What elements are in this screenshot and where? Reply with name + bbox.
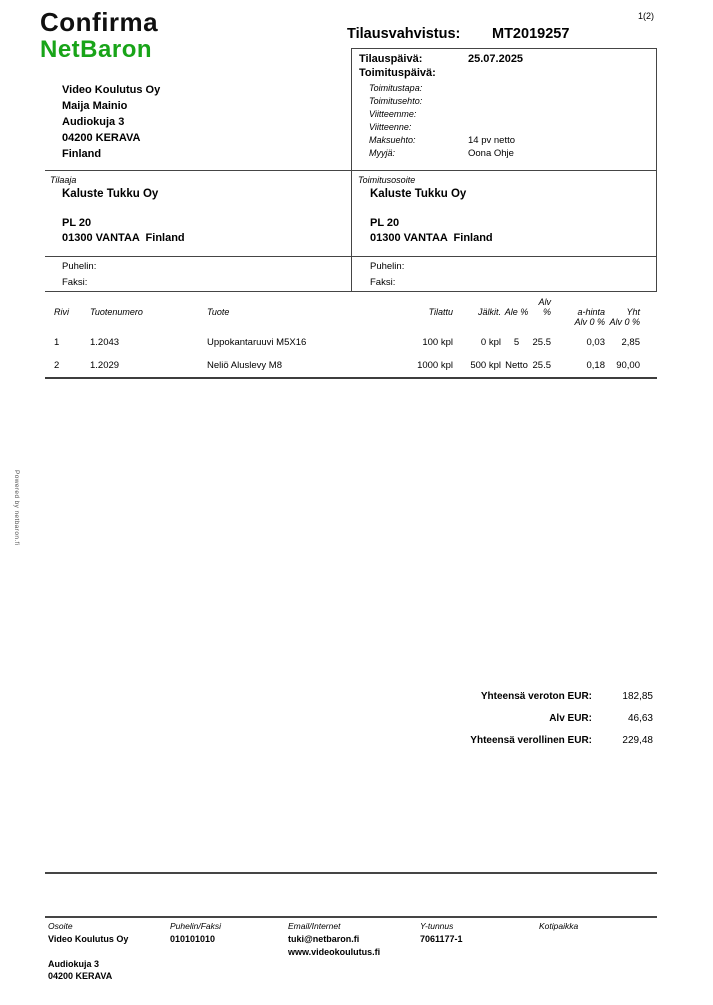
cell-rivi: 2 <box>54 360 60 371</box>
buyer-name: Kaluste Tukku Oy <box>62 188 159 200</box>
delivery-fax-label: Faksi: <box>370 277 396 288</box>
our-reference-label: Viitteemme: <box>369 109 417 119</box>
table-row <box>45 350 657 378</box>
logo-netbaron-text: NetBaron <box>40 36 153 63</box>
sender-address-block <box>62 82 160 162</box>
buyer-address-line2: 01300 VANTAA Finland <box>62 232 185 244</box>
footer-business-id-label: Y-tunnus <box>420 921 454 931</box>
footer-address-city: 04200 KERAVA <box>48 971 113 981</box>
items-table <box>45 292 657 379</box>
cell-jalkit: 500 kpl <box>470 360 501 371</box>
header-a-hinta-alv0: Alv 0 % <box>574 317 605 327</box>
delivery-phone-label: Puhelin: <box>370 261 405 272</box>
divider <box>351 170 352 291</box>
cell-tuote: Neliö Aluslevy M8 <box>207 360 282 371</box>
order-info-box <box>351 48 657 171</box>
total-net-value: 182,85 <box>622 691 653 702</box>
footer-address-street: Audiokuja 3 <box>48 959 100 969</box>
your-reference-label: Viitteenne: <box>369 122 412 132</box>
delivery-date-label: Toimituspäivä: <box>359 67 436 79</box>
payment-terms-label: Maksuehto: <box>369 135 416 145</box>
header-yht-alv0: Alv 0 % <box>609 317 640 327</box>
header-alv: Alv % <box>538 297 551 317</box>
delivery-address-line2: 01300 VANTAA Finland <box>370 232 493 244</box>
document-title: Tilausvahvistus: <box>347 26 461 42</box>
cell-alv: 25.5 <box>532 360 551 371</box>
cell-ale: Netto <box>505 360 528 371</box>
sender-line: 04200 KERAVA <box>62 132 141 144</box>
divider <box>45 872 657 874</box>
buyer-phone-label: Puhelin: <box>62 261 97 272</box>
cell-tilattu: 100 kpl <box>422 337 453 348</box>
payment-terms-value: 14 pv netto <box>468 135 516 146</box>
delivery-address-line1: PL 20 <box>370 217 400 229</box>
cell-a-hinta: 0,18 <box>586 360 605 371</box>
footer-address-label: Osoite <box>48 921 73 931</box>
sender-line: Video Koulutus Oy <box>62 84 161 96</box>
cell-tuote: Uppokantaruuvi M5X16 <box>207 337 307 348</box>
page-number: 1(2) <box>638 11 655 21</box>
footer-phone-label: Puhelin/Faksi <box>170 921 222 931</box>
cell-ale: 5 <box>513 337 520 348</box>
cell-alv: 25.5 <box>532 337 551 348</box>
buyer-section-label: Tilaaja <box>50 175 77 185</box>
header-a-hinta: a-hinta <box>577 307 605 317</box>
header-jalkit: Jälkit. <box>477 307 501 317</box>
footer-phone-value: 010101010 <box>170 934 216 944</box>
delivery-terms-label: Toimitusehto: <box>369 96 423 106</box>
total-gross-value: 229,48 <box>622 735 653 746</box>
cell-jalkit: 0 kpl <box>480 337 501 348</box>
footer-business-id-value: 7061177-1 <box>420 934 463 944</box>
delivery-name: Kaluste Tukku Oy <box>370 188 467 200</box>
table-row <box>45 327 657 350</box>
delivery-section-label: Toimitusosoite <box>358 175 416 185</box>
total-vat-label: Alv EUR: <box>549 713 592 724</box>
sender-line: Finland <box>62 148 102 160</box>
cell-a-hinta: 0,03 <box>586 337 605 348</box>
order-date-value: 25.07.2025 <box>468 53 524 65</box>
logo <box>40 9 158 62</box>
footer-website-value: www.videokoulutus.fi <box>288 947 381 957</box>
salesperson-value: Oona Ohje <box>468 148 514 159</box>
sender-line: Maija Mainio <box>62 100 128 112</box>
header-tilattu: Tilattu <box>428 307 453 317</box>
delivery-method-label: Toimitustapa: <box>369 83 423 93</box>
cell-tuotenumero: 1.2029 <box>90 360 120 371</box>
salesperson-label: Myyjä: <box>369 148 396 158</box>
footer-domicile-label: Kotipaikka <box>539 921 579 931</box>
cell-tilattu: 1000 kpl <box>417 360 453 371</box>
cell-yht: 90,00 <box>616 360 640 371</box>
total-vat-value: 46,63 <box>627 713 653 724</box>
total-gross-label: Yhteensä verollinen EUR: <box>470 735 592 746</box>
cell-yht: 2,85 <box>621 337 640 348</box>
divider <box>45 916 657 918</box>
buyer-fax-label: Faksi: <box>62 277 88 288</box>
footer-email-label: Email/Internet <box>288 921 341 931</box>
header-ale: Ale % <box>504 307 529 317</box>
powered-by-watermark: Powered by netbaron.fi <box>13 470 20 546</box>
header-tuotenumero: Tuotenumero <box>90 307 143 317</box>
cell-tuotenumero: 1.2043 <box>90 337 120 348</box>
total-net-label: Yhteensä veroton EUR: <box>480 691 592 702</box>
header-tuote: Tuote <box>207 307 230 317</box>
document-number: MT2019257 <box>492 26 570 42</box>
header-rivi: Rivi <box>54 307 69 317</box>
table-header-row <box>45 292 657 317</box>
order-date-label: Tilauspäivä: <box>359 53 423 65</box>
buyer-address-line1: PL 20 <box>62 217 92 229</box>
divider <box>656 170 657 291</box>
sender-line: Audiokuja 3 <box>62 116 125 128</box>
footer-address-company: Video Koulutus Oy <box>48 934 129 944</box>
header-yht: Yht <box>626 307 640 317</box>
cell-rivi: 1 <box>54 337 60 348</box>
footer-email-value: tuki@netbaron.fi <box>288 934 360 944</box>
table-header-row2 <box>45 317 657 327</box>
logo-confirma-text: Confirma <box>40 7 159 37</box>
